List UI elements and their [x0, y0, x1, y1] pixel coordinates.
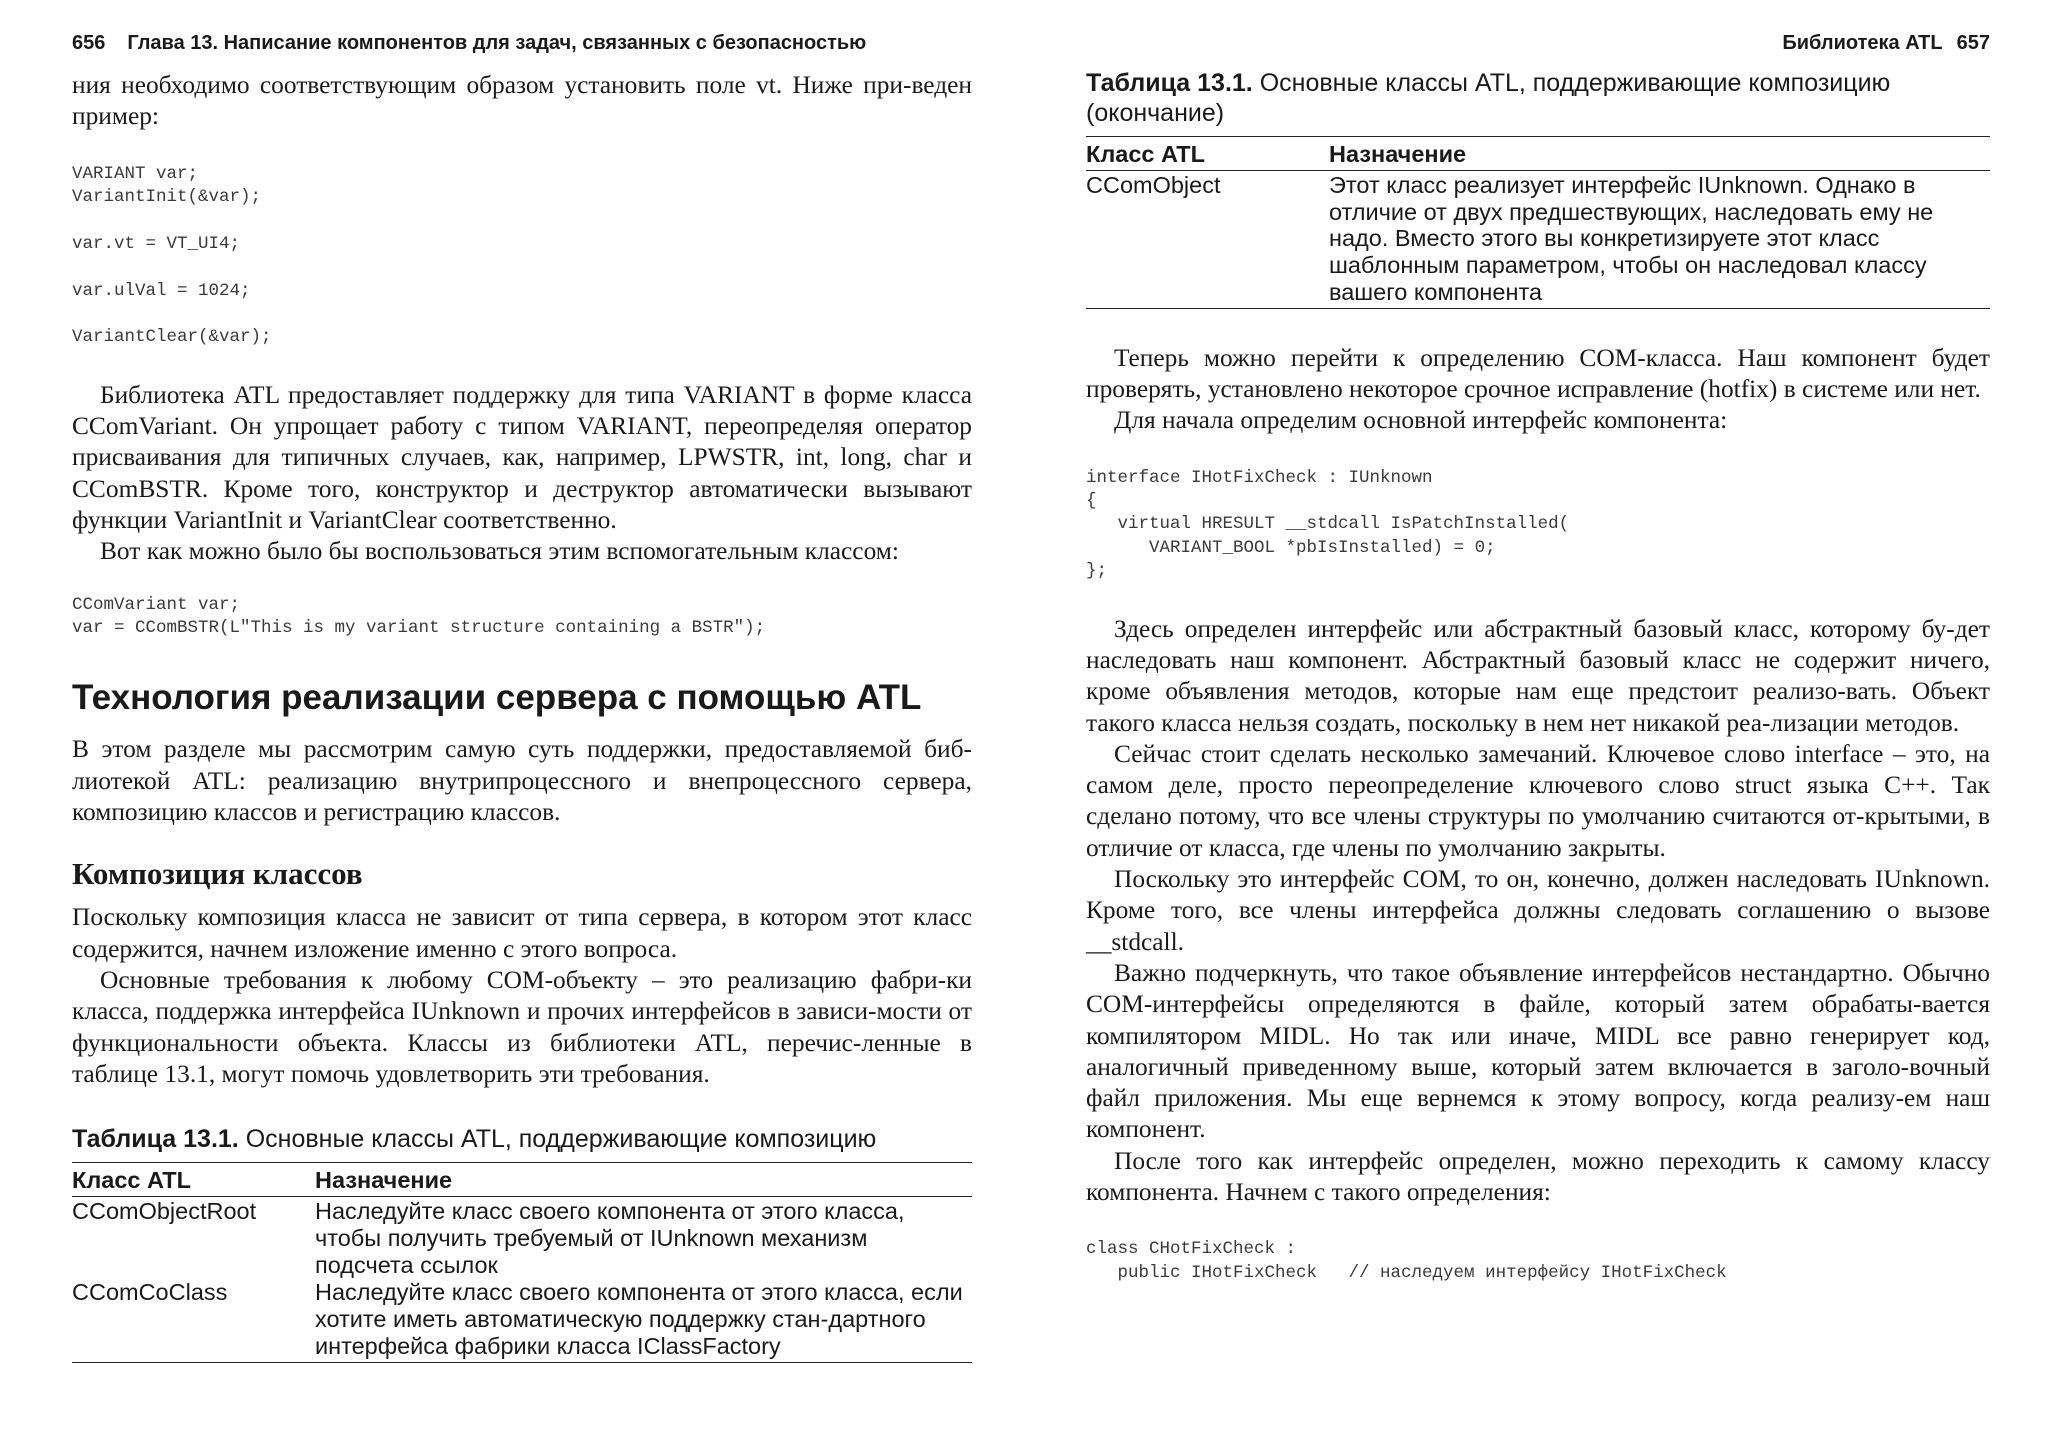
right-page-content — [1086, 68, 1990, 1315]
table-cell-purpose: Наследуйте класс своего компонента от этого класса, если хотите иметь автоматическую поддержку стан-дартного интерфейса фабрики класса IClassFactory — [315, 1279, 963, 1359]
running-head-right — [1086, 28, 1990, 58]
table-caption-left — [72, 1124, 972, 1154]
subsection-title: Композиция классов — [72, 856, 363, 892]
table-caption-text: Основные классы ATL, поддерживающие композицию — [245, 1125, 877, 1154]
classes-table-part2 — [1086, 136, 1990, 309]
table-caption-label: Таблица 13.1. — [72, 1125, 239, 1154]
left-para-2: Библиотека ATL предоставляет поддержку для типа VARIANT в форме класса CComVariant. Он упрощает работу с типом VARIANT, переопределяя оператор присваивания для типичных случаев, как, например, LPWSTR, int, long, char и CComBSTR. Кроме того, конструктор и деструктор автоматически вызывают функции VariantInit и VariantClear соответственно. — [72, 380, 972, 535]
classes-table-part1 — [72, 1162, 972, 1363]
table-header-class: Класс ATL — [1086, 137, 1329, 171]
right-para-2: Для начала определим основной интерфейс компонента: — [1114, 406, 1728, 435]
right-para-5: Поскольку это интерфейс COM, то он, конечно, должен наследовать IUnknown. Кроме того, все члены интерфейса должны следовать соглашению о вызове __stdcall. — [1086, 865, 1990, 956]
running-head-right-text: Библиотека ATL — [1782, 32, 1943, 54]
left-para-1: ния необходимо соответствующим образом установить поле vt. Ниже при-веден пример: — [72, 71, 972, 131]
left-page — [72, 0, 972, 1447]
table-cell-purpose: Наследуйте класс своего компонента от этого класса, чтобы получить требуемый от IUnknown механизм подсчета ссылок — [315, 1197, 905, 1278]
right-page — [1086, 0, 1990, 1447]
table-cell-class: CComObject — [1086, 171, 1221, 198]
right-para-1: Теперь можно перейти к определению COM-класса. Наш компонент будет проверять, установлено некоторое срочное исправление (hotfix) в системе или нет. — [1086, 343, 1990, 404]
left-page-content — [72, 70, 972, 1363]
right-code-block-1: interface IHotFixCheck : IUnknown { virtual HRESULT __stdcall IsPatchInstalled( VARIANT_BOOL *pbIsInstalled) = 0; }; — [1086, 467, 1570, 582]
left-code-block-2: CComVariant var; var = CComBSTR(L"This is my variant structure containing a BSTR"); — [72, 594, 766, 639]
right-para-4: Сейчас стоит сделать несколько замечаний. Ключевое слово interface – это, на самом деле, просто переопределение ключевого слово struct языка C++. Так сделано потому, что все члены структуры по умолчанию считаются от-крытыми, в отличие от класса, где члены по умолчанию закрыты. — [1086, 739, 1990, 862]
table-caption-label: Таблица 13.1. — [1086, 69, 1253, 97]
left-para-5: Поскольку композиция класса не зависит от типа сервера, в котором этот класс содержится, начнем изложение именно с этого вопроса. — [72, 903, 972, 963]
table-row — [72, 1196, 972, 1278]
table-cell-class: CComCoClass — [72, 1279, 228, 1306]
left-code-block-1: VARIANT var; VariantInit(&var); var.vt = VT_UI4; var.ulVal = 1024; VariantClear(&var); — [72, 163, 272, 348]
left-para-6: Основные требования к любому COM-объекту – это реализацию фабри-ки класса, поддержка интерфейса IUnknown и прочих интерфейсов в зависи-мости от функциональности объекта. Классы из библиотеки ATL, перечис-ленные в таблице 13.1, могут помочь удовлетворить эти требования. — [72, 965, 972, 1088]
running-head-left — [72, 28, 972, 58]
table-caption-right — [1086, 68, 1990, 128]
right-code-block-2: class CHotFixCheck : public IHotFixCheck // наследуем интерфейсу IHotFixCheck — [1086, 1239, 1727, 1283]
table-cell-purpose: Этот класс реализует интерфейс IUnknown. Однако в отличие от двух предшествующих, наследовать ему не надо. Вместо этого вы конкретизируете этот класс шаблонным параметром, чтобы он наследовал классу вашего компонента — [1329, 171, 1934, 305]
right-para-6: Важно подчеркнуть, что такое объявление интерфейсов нестандартно. Обычно COM-интерфейсы определяются в файле, который затем обрабаты-вается компилятором MIDL. Но так или иначе, MIDL все равно генерирует код, аналогичный приведенному выше, который затем включается в заголо-вочный файл приложения. Мы еще вернемся к этому вопросу, когда реализу-ем наш компонент. — [1086, 958, 1990, 1144]
section-title: Технология реализации сервера с помощью ATL — [72, 678, 922, 718]
left-para-4: В этом разделе мы рассмотрим самую суть поддержки, предоставляемой биб-лиотекой ATL: реализацию внутрипроцессного и внепроцессного сервера, композицию классов и регистрацию классов. — [72, 735, 972, 827]
table-row — [1086, 170, 1990, 308]
page-number-left: 656 — [72, 32, 106, 54]
right-para-7: После того как интерфейс определен, можно переходить к самому классу компонента. Начнем с такого определения: — [1086, 1146, 1990, 1207]
running-head-left-text: Глава 13. Написание компонентов для задач, связанных с безопасностью — [127, 32, 867, 54]
table-row — [72, 1278, 972, 1362]
right-para-3: Здесь определен интерфейс или абстрактный базовый класс, которому бу-дет наследовать наш компонент. Абстрактный базовый класс не содержит ничего, кроме объявления методов, которые нам еще предстоит реализо-вать. Объект такого класса нельзя создать, поскольку в нем нет никакой реа-лизации методов. — [1086, 614, 1990, 737]
left-para-3: Вот как можно было бы воспользоваться этим вспомогательным классом: — [100, 537, 899, 566]
page-number-right: 657 — [1956, 32, 1990, 54]
table-caption-text: Основные классы ATL, поддерживающие композицию (окончание) — [1086, 69, 1891, 127]
table-header-class: Класс ATL — [72, 1163, 315, 1197]
table-header-purpose: Назначение — [315, 1163, 972, 1197]
table-cell-class: CComObjectRoot — [72, 1197, 257, 1224]
table-header-purpose: Назначение — [1329, 137, 1990, 171]
